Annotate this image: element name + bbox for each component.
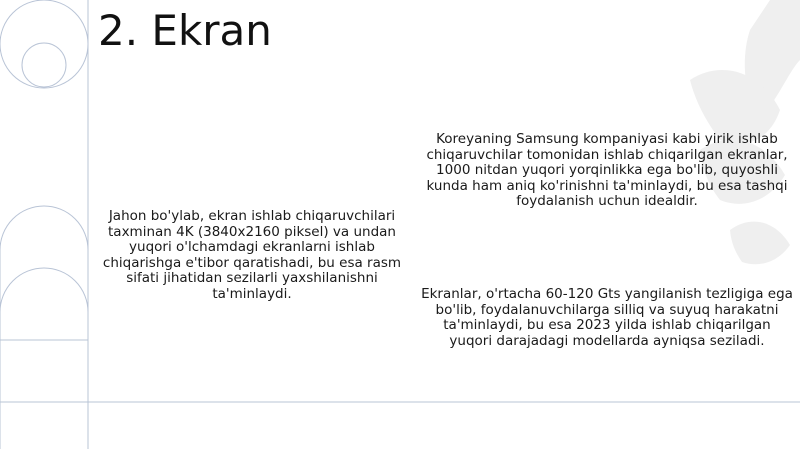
paragraph-right-bottom: Ekranlar, o'rtacha 60-120 Gts yangilanish tezligiga ega bo'lib, foydalanuvchilarga silliq va suyuq harakatni ta'minlaydi, bu esa 2023 yilda ishlab chiqarilgan yuqori darajadagi modellarda ayniqsa seziladi.: [421, 286, 793, 349]
paragraph-left: Jahon bo'ylab, ekran ishlab chiqaruvchilari taxminan 4K (3840x2160 piksel) va undan yuqori o'lchamdagi ekranlarni ishlab chiqarishga e'tibor qaratishadi, bu esa rasm sifati jihatidan sezilarli yaxshilanishni ta'minlaydi.: [102, 208, 402, 302]
arch-upper: [0, 206, 88, 449]
top-large-circle: [0, 0, 88, 88]
top-small-circle: [22, 43, 66, 87]
slide-title: 2. Ekran: [98, 6, 272, 55]
paragraph-right-top: Koreyaning Samsung kompaniyasi kabi yirik ishlab chiqaruvchilar tomonidan ishlab chiqarilgan ekranlar, 1000 nitdan yuqori yorqinlikka ega bo'lib, quyoshli kunda ham aniq ko'rinishni ta'minlaydi, bu esa tashqi foydalanish uchun idealdir.: [426, 131, 788, 210]
arch-lower: [0, 268, 88, 449]
